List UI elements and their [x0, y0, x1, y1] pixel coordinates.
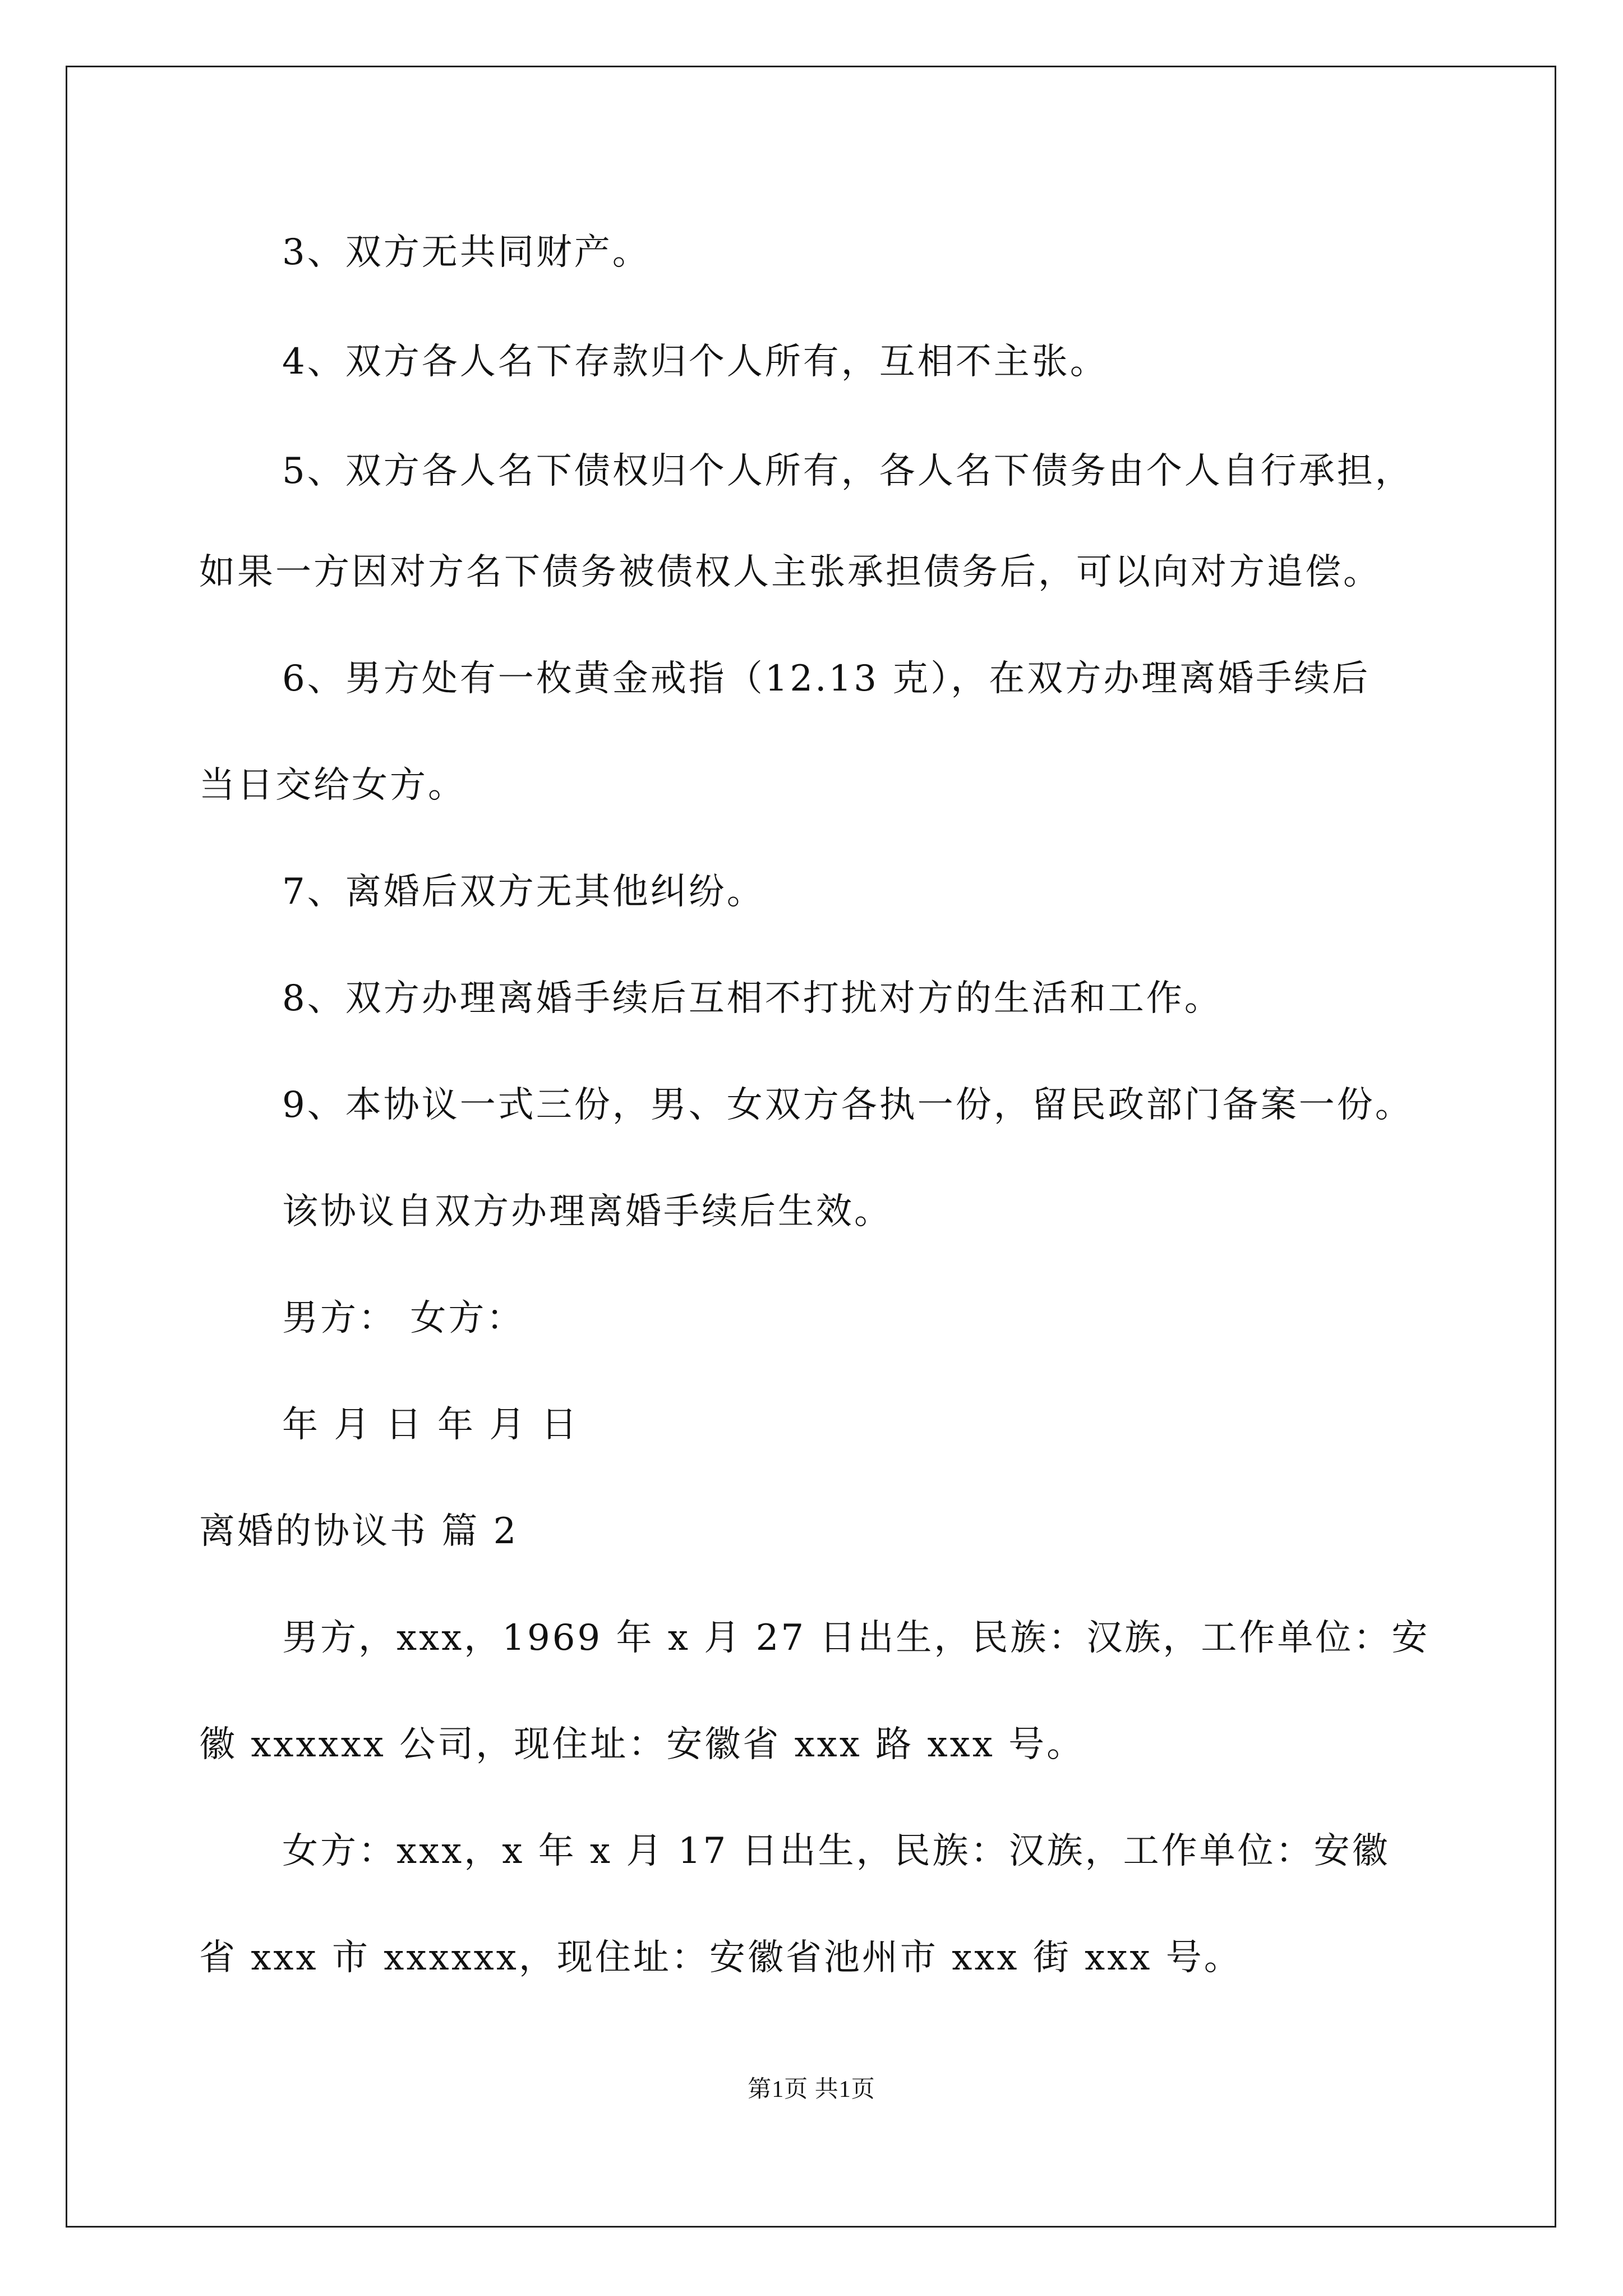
paragraph-line: 5、双方各人名下债权归个人所有，各人名下债务由个人自行承担，	[282, 450, 1413, 492]
paragraph-line: 该协议自双方办理离婚手续后生效。	[282, 1191, 892, 1232]
paragraph-line: 8、双方办理离婚手续后互相不打扰对方的生活和工作。	[282, 978, 1223, 1019]
date-line: 年 月 日 年 月 日	[282, 1404, 579, 1446]
section-heading: 离婚的协议书 篇 2	[199, 1511, 519, 1552]
paragraph-line: 9、本协议一式三份，男、女双方各执一份，留民政部门备案一份。	[282, 1084, 1413, 1126]
paragraph-line: 女方：xxx，x 年 x 月 17 日出生，民族：汉族，工作单位：安徽	[282, 1830, 1390, 1872]
paragraph-line: 7、离婚后双方无其他纠纷。	[282, 871, 765, 913]
paragraph-line: 省 xxx 市 xxxxxx，现住址：安徽省池州市 xxx 街 xxx 号。	[199, 1937, 1242, 1978]
paragraph-line: 3、双方无共同财产。	[282, 232, 651, 273]
paragraph-line: 6、男方处有一枚黄金戒指（12.13 克），在双方办理离婚手续后	[282, 658, 1371, 700]
page-border	[66, 66, 1556, 2228]
paragraph-line: 徽 xxxxxx 公司，现住址：安徽省 xxx 路 xxx 号。	[199, 1724, 1085, 1765]
page-footer: 第1页 共1页	[748, 2077, 875, 2102]
paragraph-line: 4、双方各人名下存款归个人所有，互相不主张。	[282, 341, 1108, 383]
signature-line: 男方： 女方：	[282, 1297, 525, 1339]
paragraph-line: 当日交给女方。	[199, 765, 466, 806]
paragraph-line: 男方，xxx，1969 年 x 月 27 日出生，民族：汉族，工作单位：安	[282, 1617, 1430, 1659]
paragraph-line: 如果一方因对方名下债务被债权人主张承担债务后，可以向对方追偿。	[199, 551, 1381, 593]
